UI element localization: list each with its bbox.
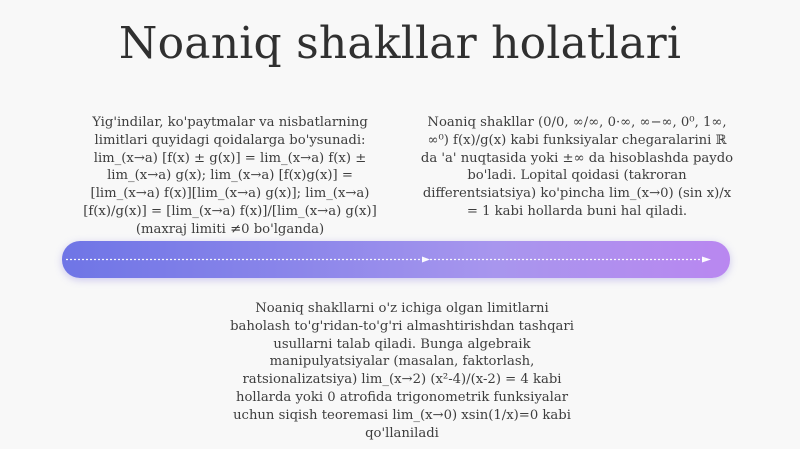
timeline-bar <box>62 241 730 278</box>
timeline-arrow <box>62 241 730 278</box>
text-block-right: Noaniq shakllar (0/0, ∞/∞, 0·∞, ∞−∞, 0⁰, 1∞, ∞⁰) f(x)/g(x) kabi funksiyalar chegaralarini ℝ da 'a' nuqtasida yoki ±∞ da hisoblashda paydo bo'ladi. Lopital qoidasi (takroran differentsiatsiya) ko'pincha lim_(x→0) (sin x)/x = 1 kabi hollarda buni hal qiladi. <box>420 115 734 219</box>
slide-title: Noaniq shakllar holatlari <box>118 18 682 69</box>
text-block-left: Yig'indilar, ko'paytmalar va nisbatlarning limitlari quyidagi qoidalarga bo'ysunadi: lim_(x→a) [f(x) ± g(x)] = lim_(x→a) f(x) ± lim_(x→a) g(x); lim_(x→a) [f(x)g(x)] = [lim_(x→a) f(x)][lim_(x→a) g(x)]; lim_(x→a) [f(x)/g(x)] = [lim_(x→a) f(x)]/[lim_(x→a) g(x)] (maxraj limiti ≠0 bo'lganda) <box>83 115 377 237</box>
text-block-bottom: Noaniq shakllarni o'z ichiga olgan limitlarni baholash to'g'ridan-to'g'ri almashtirishdan tashqari usullarni talab qiladi. Bunga algebraik manipulyatsiyalar (masalan, faktorlash, ratsionalizatsiya) lim_(x→2) (x²-4)/(x-2) = 4 kabi hollarda yoki 0 atrofida trigonometrik funksiyalar uchun siqish teoremasi lim_(x→0) xsin(1/x)=0 kabi qo'llaniladi <box>230 301 574 441</box>
